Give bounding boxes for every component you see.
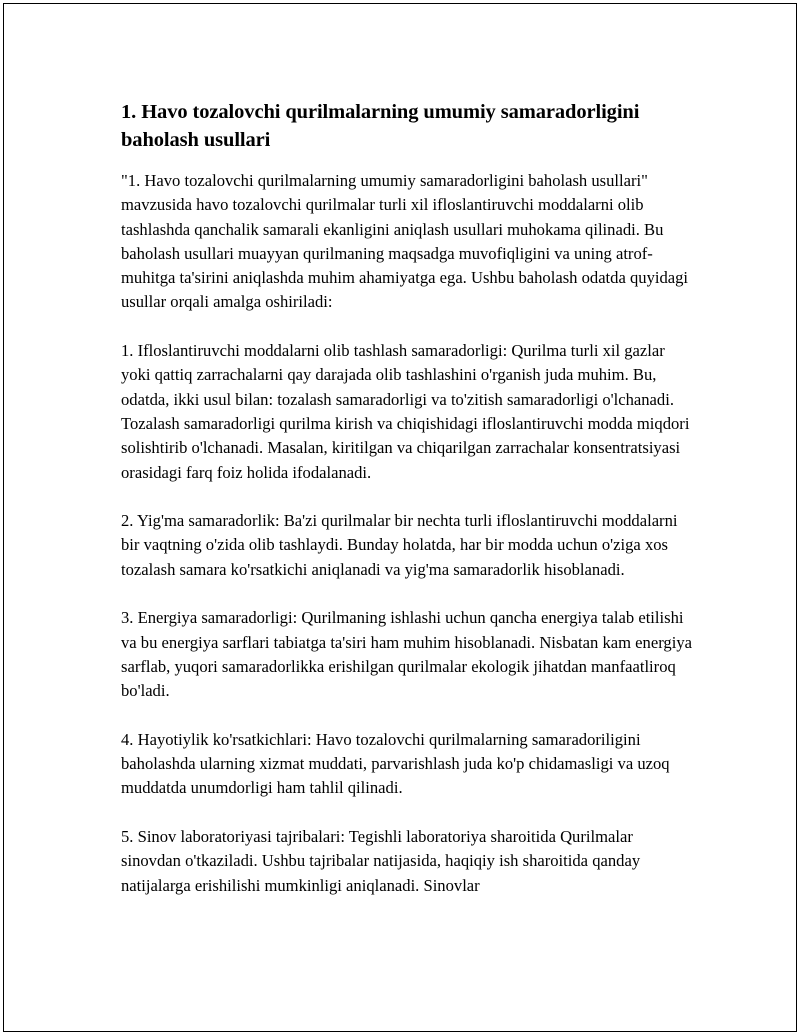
document-page [3,3,797,1032]
paragraph-pollutant-removal: 1. Ifloslantiruvchi moddalarni olib tashlash samaradorligi: Qurilma turli xil gazlar yoki qattiq zarrachalarni qay darajada olib tashlashini o'rganish juda muhim. Bu, odatda, ikki usul bilan: tozalash samaradorligi va to'zitish samaradorligi o'lchanadi. Tozalash samaradorligi qurilma kirish va chiqishidagi ifloslantiruvchi modda miqdori solishtirib o'lchanadi. Masalan, kiritilgan va chiqarilgan zarrachalar konsentratsiyasi orasidagi farq foiz holida ifodalanadi. [121,341,690,482]
document-body [121,98,693,922]
document-title: 1. Havo tozalovchi qurilmalarning umumiy samaradorligini baholash usullari [121,101,640,151]
paragraph-energy-efficiency: 3. Energiya samaradorligi: Qurilmaning ishlashi uchun qancha energiya talab etilishi va bu energiya sarflari tabiatga ta'siri ham muhim hisoblanadi. Nisbatan kam energiya sarflab, yuqori samaradorlikka erishilgan qurilmalar ekologik jihatdan manfaatliroq bo'ladi. [121,608,693,701]
paragraph-laboratory-tests: 5. Sinov laboratoriyasi tajribalari: Tegishli laboratoriya sharoitida Qurilmalar sinovdan o'tkaziladi. Ushbu tajribalar natijasida, haqiqiy ish sharoitida qanday natijalarga erishilishi mumkinligi aniqlanadi. Sinovlar [121,827,641,895]
paragraph-durability-indicators: 4. Hayotiylik ko'rsatkichlari: Havo tozalovchi qurilmalarning samaradoriligini baholashda ularning xizmat muddati, parvarishlash juda ko'p chidamasligi va uzoq muddatda unumdorligi ham tahlil qilinadi. [121,729,670,798]
paragraph-cumulative-efficiency: 2. Yig'ma samaradorlik: Ba'zi qurilmalar bir nechta turli ifloslantiruvchi moddalarni bir vaqtning o'zida olib tashlaydi. Bunday holatda, har bir modda uchun o'ziga xos tozalash samara ko'rsatkichi aniqlanadi va yig'ma samaradorlik hisoblanadi. [121,511,678,579]
intro-paragraph: "1. Havo tozalovchi qurilmalarning umumiy samaradorligini baholash usullari" mavzusida havo tozalovchi qurilmalar turli xil ifloslantiruvchi moddalarni olib tashlashda qanchalik samarali ekanligini aniqlash usullari muhokama qilinadi. Bu baholash usullari muayyan qurilmaning maqsadga muvofiqligini va uning atrof-muhitga ta'sirini aniqlashda muhim ahamiyatga ega. Ushbu baholash odatda quyidagi usullar orqali amalga oshiriladi: [121,171,689,312]
